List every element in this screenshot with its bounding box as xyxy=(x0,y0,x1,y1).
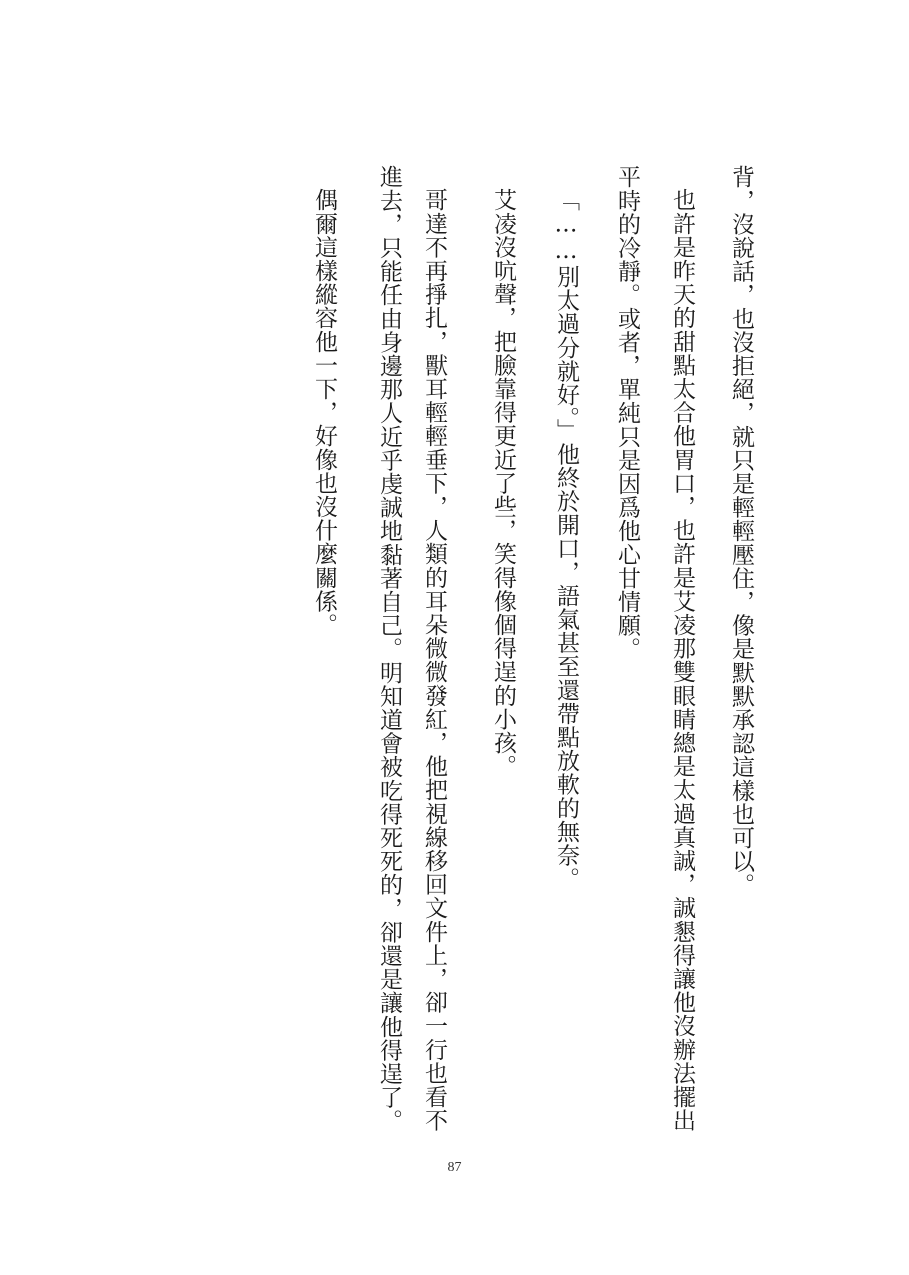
text-column-5: 艾凌沒吭聲，把臉靠得更近了些，笑得像個得逞的小孩。 xyxy=(490,188,516,778)
text-column-8: 偶爾這樣縱容他一下，好像也沒什麼關係。 xyxy=(311,188,337,637)
text-column-6: 哥達不再掙扎，獸耳輕輕垂下，人類的耳朵微微發紅，他把視線移回文件上，卻一行也看不 xyxy=(421,188,447,1132)
text-column-1: 背，沒說話，也沒拒絕，就只是輕輕壓住，像是默默承認這樣也可以。 xyxy=(728,165,754,897)
text-column-3: 平時的冷靜。或者，單純只是因爲他心甘情願。 xyxy=(614,165,640,661)
text-column-2: 也許是昨天的甜點太合他胃口，也許是艾凌那雙眼睛總是太過真誠，誠懇得讓他沒辦法擺出 xyxy=(669,188,695,1132)
page-number: 87 xyxy=(447,1160,462,1175)
text-column-7: 進去，只能任由身邊那人近乎虔誠地黏著自己。明知道會被吃得死死的，卻還是讓他得逞了。 xyxy=(376,165,402,1133)
text-column-4: 「……別太過分就好。」他終於開口，語氣甚至還帶點放軟的無奈。 xyxy=(553,188,579,891)
